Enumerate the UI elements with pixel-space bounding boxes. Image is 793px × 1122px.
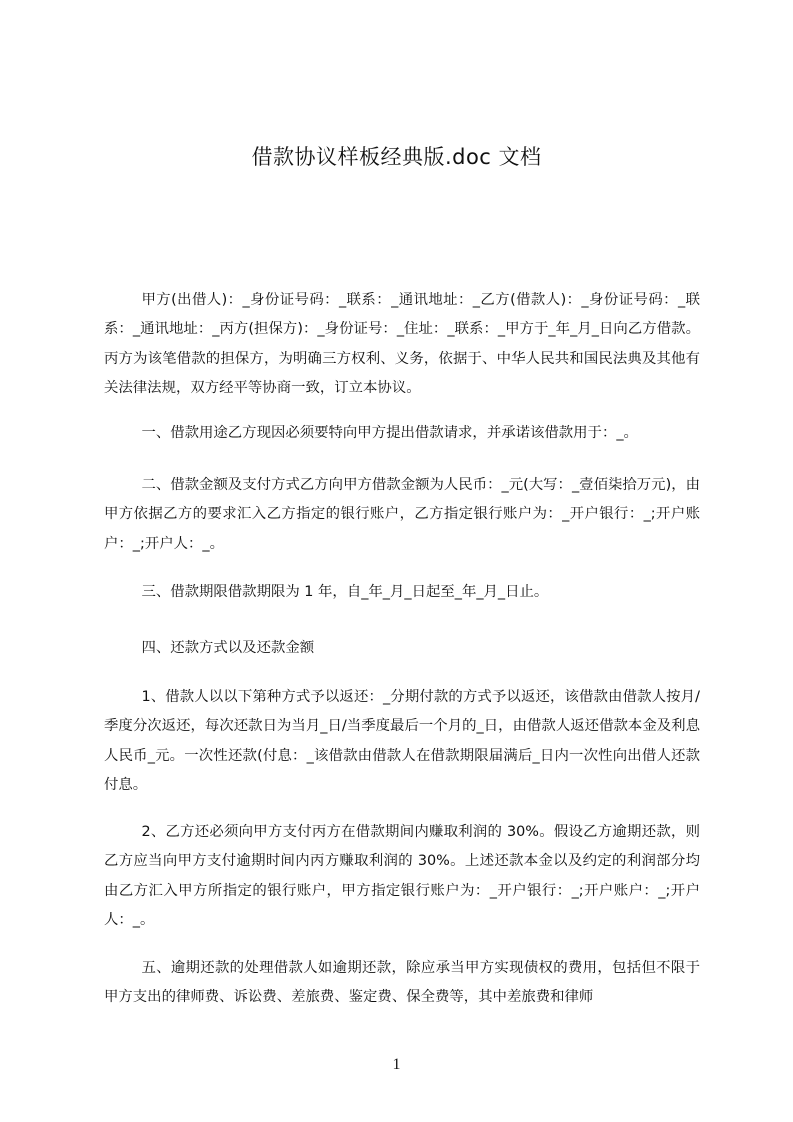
paragraph-overdue: 五、逾期还款的处理借款人如逾期还款，除应承当甲方实现债权的费用，包括但不限于甲方支出的律师费、诉讼费、差旅费、鉴定费、保全费等，其中差旅费和律师: [104, 960, 700, 1006]
paragraph-loan-purpose: 一、借款用途乙方现因必须要特向甲方提出借款请求，并承诺该借款用于：_。: [141, 425, 638, 441]
paragraph-loan-amount: 二、借款金额及支付方式乙方向甲方借款金额为人民币：_元(大写：_壹佰柒拾万元)，由甲方依据乙方的要求汇入乙方指定的银行账户，乙方指定银行账户为：_开户银行：_;开户账户：_;开户人：_。: [104, 477, 700, 552]
document-title: 借款协议样板经典版.doc 文档: [251, 145, 542, 169]
paragraph-profit-share: 2、乙方还必须向甲方支付丙方在借款期间内赚取利润的 30%。假设乙方逾期还款，则乙方应当向甲方支付逾期时间内丙方赚取利润的 30%。上述还款本金以及约定的利润部分均由乙方汇入甲方所指定的银行账户，甲方指定银行账户为：_开户银行：_;开户账户：_;开户人：_。: [104, 824, 700, 929]
paragraph-repayment-method: 1、借款人以以下第种方式予以返还：_分期付款的方式予以返还，该借款由借款人按月/季度分次返还，每次还款日为当月_日/当季度最后一个月的_日，由借款人返还借款本金及利息人民币_元。一次性还款(付息：_该借款由借款人在借款期限届满后_日内一次性向出借人还款付息。: [104, 689, 700, 794]
section-heading-repayment: 四、还款方式以及还款金额: [141, 640, 315, 656]
paragraph-loan-term: 三、借款期限借款期限为 1 年，自_年_月_日起至_年_月_日止。: [141, 584, 549, 600]
paragraph-parties: 甲方(出借人)：_身份证号码：_联系：_通讯地址：_乙方(借款人)：_身份证号码：_联系：_通讯地址：_丙方(担保方)：_身份证号：_住址：_联系：_甲方于_年_月_日向乙方借款。丙方为该笔借款的担保方，为明确三方权利、义务，依据于、中华人民共和国民法典及其他有关法律法规，双方经平等协商一致，订立本协议。: [104, 292, 700, 397]
page-number: 1: [392, 1056, 401, 1073]
